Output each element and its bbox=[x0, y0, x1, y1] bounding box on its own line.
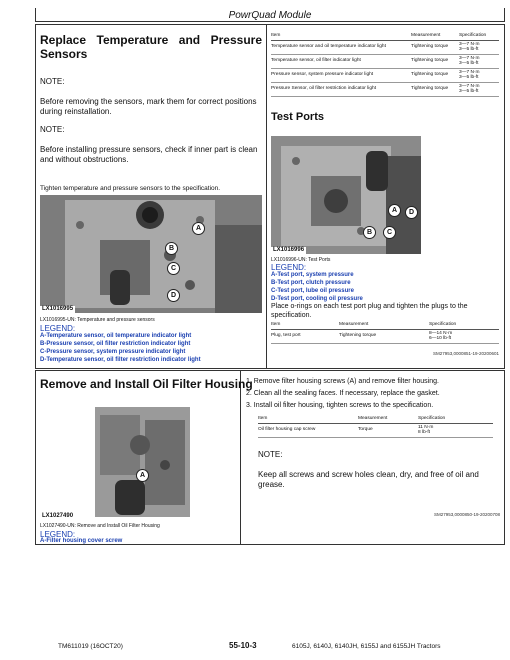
col-measurement: Measurement bbox=[339, 322, 429, 329]
note-text: Before removing the sensors, mark them for correct positions during reinstallation. bbox=[40, 97, 257, 116]
legend-title: LEGEND: bbox=[40, 324, 76, 333]
cell-measurement: Tightening torque bbox=[411, 68, 459, 82]
cell-item: Pressure Sensor, oil filter restriction indicator light bbox=[271, 82, 411, 96]
table-row bbox=[258, 423, 493, 437]
spec-imperial: 3—5 lb-ft bbox=[459, 89, 479, 94]
legend-title: LEGEND: bbox=[271, 263, 307, 272]
col-measurement: Measurement bbox=[358, 416, 418, 423]
legend-item: A-Filter housing cover screw bbox=[40, 538, 123, 544]
cell-measurement: Tightening torque bbox=[339, 329, 429, 343]
sensors-photo bbox=[40, 195, 262, 313]
photo-caption: LX1016995-UN: Temperature and pressure sensors bbox=[40, 317, 155, 323]
cell-item: Oil filter housing cap screw bbox=[258, 423, 358, 437]
footer-models: 6105J, 6140J, 6140JH, 6155J and 6155JH Tractors bbox=[292, 643, 441, 650]
photo-id: LX1016995 bbox=[42, 306, 74, 312]
spec-metric: 3—7 N·m bbox=[459, 55, 480, 61]
cell-spec bbox=[418, 423, 493, 437]
legend-item: B-Pressure sensor, oil filter restriction indicator light bbox=[40, 341, 191, 347]
callout-d: D bbox=[405, 206, 418, 219]
cell-item: Plug, test port bbox=[271, 329, 339, 343]
callout-b: B bbox=[363, 226, 376, 239]
step-item: 1. Remove filter housing screws (A) and remove filter housing. bbox=[246, 378, 439, 385]
table-row bbox=[271, 82, 499, 96]
test-port-spec-table bbox=[271, 322, 499, 344]
note-label: NOTE: bbox=[40, 77, 65, 86]
col-item: Item bbox=[258, 416, 358, 423]
photo-id: LX1027490 bbox=[42, 513, 74, 519]
column-divider bbox=[266, 24, 267, 369]
cell-spec bbox=[429, 329, 499, 343]
cell-measurement: Tightening torque bbox=[411, 82, 459, 96]
note-text: Before installing pressure sensors, check if inner part is clean and without obstructions. bbox=[40, 145, 258, 164]
spec-metric: 3—7 N·m bbox=[459, 83, 480, 89]
test-ports-title: Test Ports bbox=[271, 111, 324, 123]
cell-spec bbox=[459, 68, 499, 82]
spec-imperial: 3—5 lb-ft bbox=[459, 61, 479, 66]
table-header-row bbox=[271, 33, 499, 40]
col-spec: Specification bbox=[429, 322, 499, 329]
oil-filter-title: Remove and Install Oil Filter Housing bbox=[40, 377, 253, 391]
cell-spec bbox=[459, 82, 499, 96]
cell-measurement: Torque bbox=[358, 423, 418, 437]
footer-page-number: 55-10-3 bbox=[229, 641, 257, 650]
callout-d: D bbox=[167, 289, 180, 302]
spec-metric: 11 N·m bbox=[418, 424, 434, 430]
reference-code: SM27953,0000851-19-20200601 bbox=[432, 351, 499, 356]
spec-imperial: 6—10 lb-ft bbox=[429, 336, 452, 341]
cell-measurement: Tightening torque bbox=[411, 54, 459, 68]
photo-id: LX1016996 bbox=[273, 247, 305, 253]
callout-a: A bbox=[192, 222, 205, 235]
col-spec: Specification bbox=[459, 33, 499, 40]
reference-code: SM27953,0000850-19-20200708 bbox=[433, 512, 500, 517]
photo-caption: LX1027490-UN: Remove and Install Oil Filter Housing bbox=[40, 523, 160, 529]
sensors-title: Replace Temperature and Pressure Sensors bbox=[40, 33, 262, 61]
spec-imperial: 3—5 lb-ft bbox=[459, 75, 479, 80]
table-row bbox=[271, 54, 499, 68]
callout-b: B bbox=[165, 242, 178, 255]
legend-item: B-Test port, clutch pressure bbox=[271, 280, 351, 286]
legend-item: D-Temperature sensor, oil filter restriction indicator light bbox=[40, 357, 201, 363]
cell-item: Pressure sensor, system pressure indicator light bbox=[271, 68, 411, 82]
legend-item: C-Test port, lube oil pressure bbox=[271, 288, 354, 294]
table-header-row bbox=[271, 322, 499, 329]
test-ports-photo bbox=[271, 136, 421, 254]
table-row bbox=[271, 40, 499, 54]
note-label: NOTE: bbox=[40, 125, 65, 134]
callout-c: C bbox=[167, 262, 180, 275]
cell-spec bbox=[459, 54, 499, 68]
procedure-steps bbox=[246, 377, 500, 413]
test-ports-instruction: Place o-rings on each test port plug and tighten the plugs to the specification. bbox=[271, 303, 468, 319]
callout-a: A bbox=[388, 204, 401, 217]
engine-illustration bbox=[271, 136, 421, 254]
column-divider bbox=[240, 370, 241, 545]
cell-item: Temperature sensor and oil temperature indicator light bbox=[271, 40, 411, 54]
cell-measurement: Tightening torque bbox=[411, 40, 459, 54]
legend-item: D-Test port, cooling oil pressure bbox=[271, 296, 363, 302]
callout-c: C bbox=[383, 226, 396, 239]
col-item: Item bbox=[271, 33, 411, 40]
oil-filter-photo bbox=[40, 405, 235, 520]
note-label: NOTE: bbox=[258, 450, 283, 459]
legend-item: A-Test port, system pressure bbox=[271, 272, 354, 278]
legend-title: LEGEND: bbox=[40, 530, 76, 539]
cell-item: Temperature sensor, oil filter indicator light bbox=[271, 54, 411, 68]
spec-imperial: 8 lb-ft bbox=[418, 430, 430, 435]
callout-a: A bbox=[136, 469, 149, 482]
note-text: Keep all screws and screw holes clean, dry, and free of oil and grease. bbox=[258, 470, 479, 489]
step-item: 3. Install oil filter housing, tighten screws to the specification. bbox=[246, 402, 434, 409]
col-spec: Specification bbox=[418, 416, 493, 423]
table-header-row bbox=[258, 416, 493, 423]
sensor-spec-table bbox=[271, 33, 499, 97]
engine-illustration bbox=[40, 195, 262, 313]
sensors-instruction: Tighten temperature and pressure sensors to the specification. bbox=[40, 185, 221, 192]
running-head: PowrQuad Module bbox=[228, 10, 312, 21]
spec-metric: 3—7 N·m bbox=[459, 41, 480, 47]
col-item: Item bbox=[271, 322, 339, 329]
table-row bbox=[271, 329, 499, 343]
engine-illustration bbox=[40, 405, 235, 520]
cell-spec bbox=[459, 40, 499, 54]
spec-metric: 8—14 N·m bbox=[429, 330, 453, 336]
legend-item: C-Pressure sensor, system pressure indicator light bbox=[40, 349, 186, 355]
spec-imperial: 3—5 lb-ft bbox=[459, 47, 479, 52]
spec-metric: 3—7 N·m bbox=[459, 69, 480, 75]
photo-caption: LX1016996-UN: Test Ports bbox=[271, 257, 331, 263]
table-row bbox=[271, 68, 499, 82]
col-measurement: Measurement bbox=[411, 33, 459, 40]
oil-filter-spec-table bbox=[258, 416, 493, 438]
legend-item: A-Temperature sensor, oil temperature indicator light bbox=[40, 333, 192, 339]
step-item: 2. Clean all the sealing faces. If necessary, replace the gasket. bbox=[246, 390, 440, 397]
footer-doc-id: TM611019 (16OCT20) bbox=[58, 643, 123, 650]
